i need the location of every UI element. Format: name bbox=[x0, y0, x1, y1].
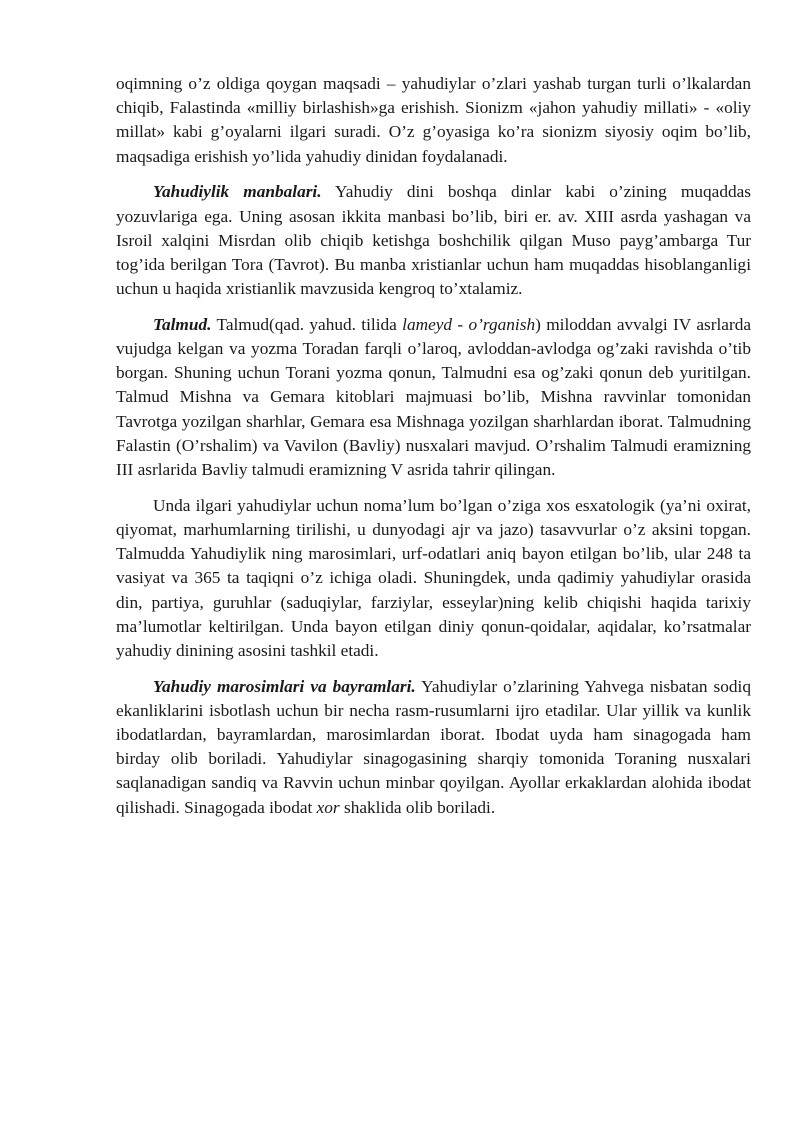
section-heading: Yahudiy marosimlari va bayramlari. bbox=[153, 676, 416, 696]
document-page bbox=[116, 72, 751, 831]
paragraph-talmud bbox=[116, 313, 751, 482]
paragraph-text: Yahudiylar o’zlarining Yahvega nisbatan sodiq ekanliklarini isbotlash uchun bir necha rasm-rusumlarni ijro etadilar. Ular yillik va kunlik ibodatlardan, bayramlardan, marosimlardan iborat. Ibodat uyda ham sinagogada ham birday olib boriladi. Yahudiylar sinagogasining sharqiy tomonida Toraning nusxalari saqlanadigan sandiq va Ravvin uchun minbar qoyilgan. Ayollar erkaklardan alohida ibodat qilishadi. Sinagogada ibodat bbox=[116, 676, 751, 817]
section-heading: Yahudiylik manbalari. bbox=[153, 182, 322, 202]
paragraph-yahudiylik-manbalari bbox=[116, 180, 751, 301]
paragraph-text: Talmud(qad. yahud. tilida bbox=[211, 314, 403, 334]
paragraph-sionizm bbox=[116, 72, 751, 169]
italic-term: lameyd - o’rganish bbox=[402, 314, 536, 334]
paragraph-esxatologik bbox=[116, 494, 751, 663]
paragraph-text: Yahudiy dini boshqa dinlar kabi o’zining muqaddas yozuvlariga ega. Uning asosan ikkita manbasi bo’lib, biri er. av. XIII asrda yashagan va Isroil xalqini Misrdan olib chiqib ketishga boshchilik qilgan Muso payg’ambarga Tur tog’ida berilgan Tora (Tavrot). Bu manba xristianlar uchun ham muqaddas hisoblanganligi uchun u haqida xristianlik mavzusida kengroq to’xtalamiz. bbox=[116, 182, 751, 299]
italic-term: xor bbox=[316, 797, 340, 817]
paragraph-text: shaklida olib boriladi. bbox=[339, 797, 496, 817]
paragraph-marosimlar bbox=[116, 675, 751, 820]
section-heading: Talmud. bbox=[153, 314, 212, 334]
paragraph-text: ) miloddan avvalgi IV asrlarda vujudga kelgan va yozma Toradan farqli o’laroq, avloddan-avlodga og’zaki ravishda o’tib borgan. Shuning uchun Torani yozma qonun, Talmudni esa og’zaki qonun deb yuritilgan. Talmud Mishna va Gemara kitoblari majmuasi bo’lib, Mishna ravvinlar tomonidan Tavrotga yozilgan sharhlar, Gemara esa Mishnaga yozilgan sharhlardan iborat. Talmudning Falastin (O’rshalim) va Vavilon (Bavliy) nusxalari mavjud. O’rshalim Talmudi eramizning III asrlarida Bavliy talmudi eramizning V asrida tahrir qilingan. bbox=[116, 314, 752, 480]
paragraph-text: Unda ilgari yahudiylar uchun noma’lum bo’lgan o’ziga xos esxatologik (ya’ni oxirat, qiyomat, marhumlarning tirilishi, u dunyodagi ajr va jazo) tasavvurlar o’z aksini topgan. Talmudda Yahudiylik ning marosimlari, urf-odatlari aniq bayon etilgan bo’lib, ular 248 ta vasiyat va 365 ta taqiqni o’z ichiga oladi. Shuningdek, unda qadimiy yahudiylar orasida din, partiya, guruhlar (saduqiylar, farziylar, esseylar)ning kelib chiqishi haqida tarixiy ma’lumotlar keltirilgan. Unda bayon etilgan diniy qonun-qoidalar, aqidalar, ko’rsatmalar yahudiy dinining asosini tashkil etadi. bbox=[116, 495, 751, 660]
paragraph-text: oqimning o’z oldiga qoygan maqsadi – yahudiylar o’zlari yashab turgan turli o’lkalardan chiqib, Falastinda «milliy birlashish»ga erishish. Sionizm «jahon yahudiy millati» - «oliy millat» kabi g’oyalarni ilgari suradi. O’z g’oyasiga ko’ra sionizm siyosiy oqim bo’lib, maqsadiga erishish yo’lida yahudiy dinidan foydalanadi. bbox=[116, 74, 751, 166]
